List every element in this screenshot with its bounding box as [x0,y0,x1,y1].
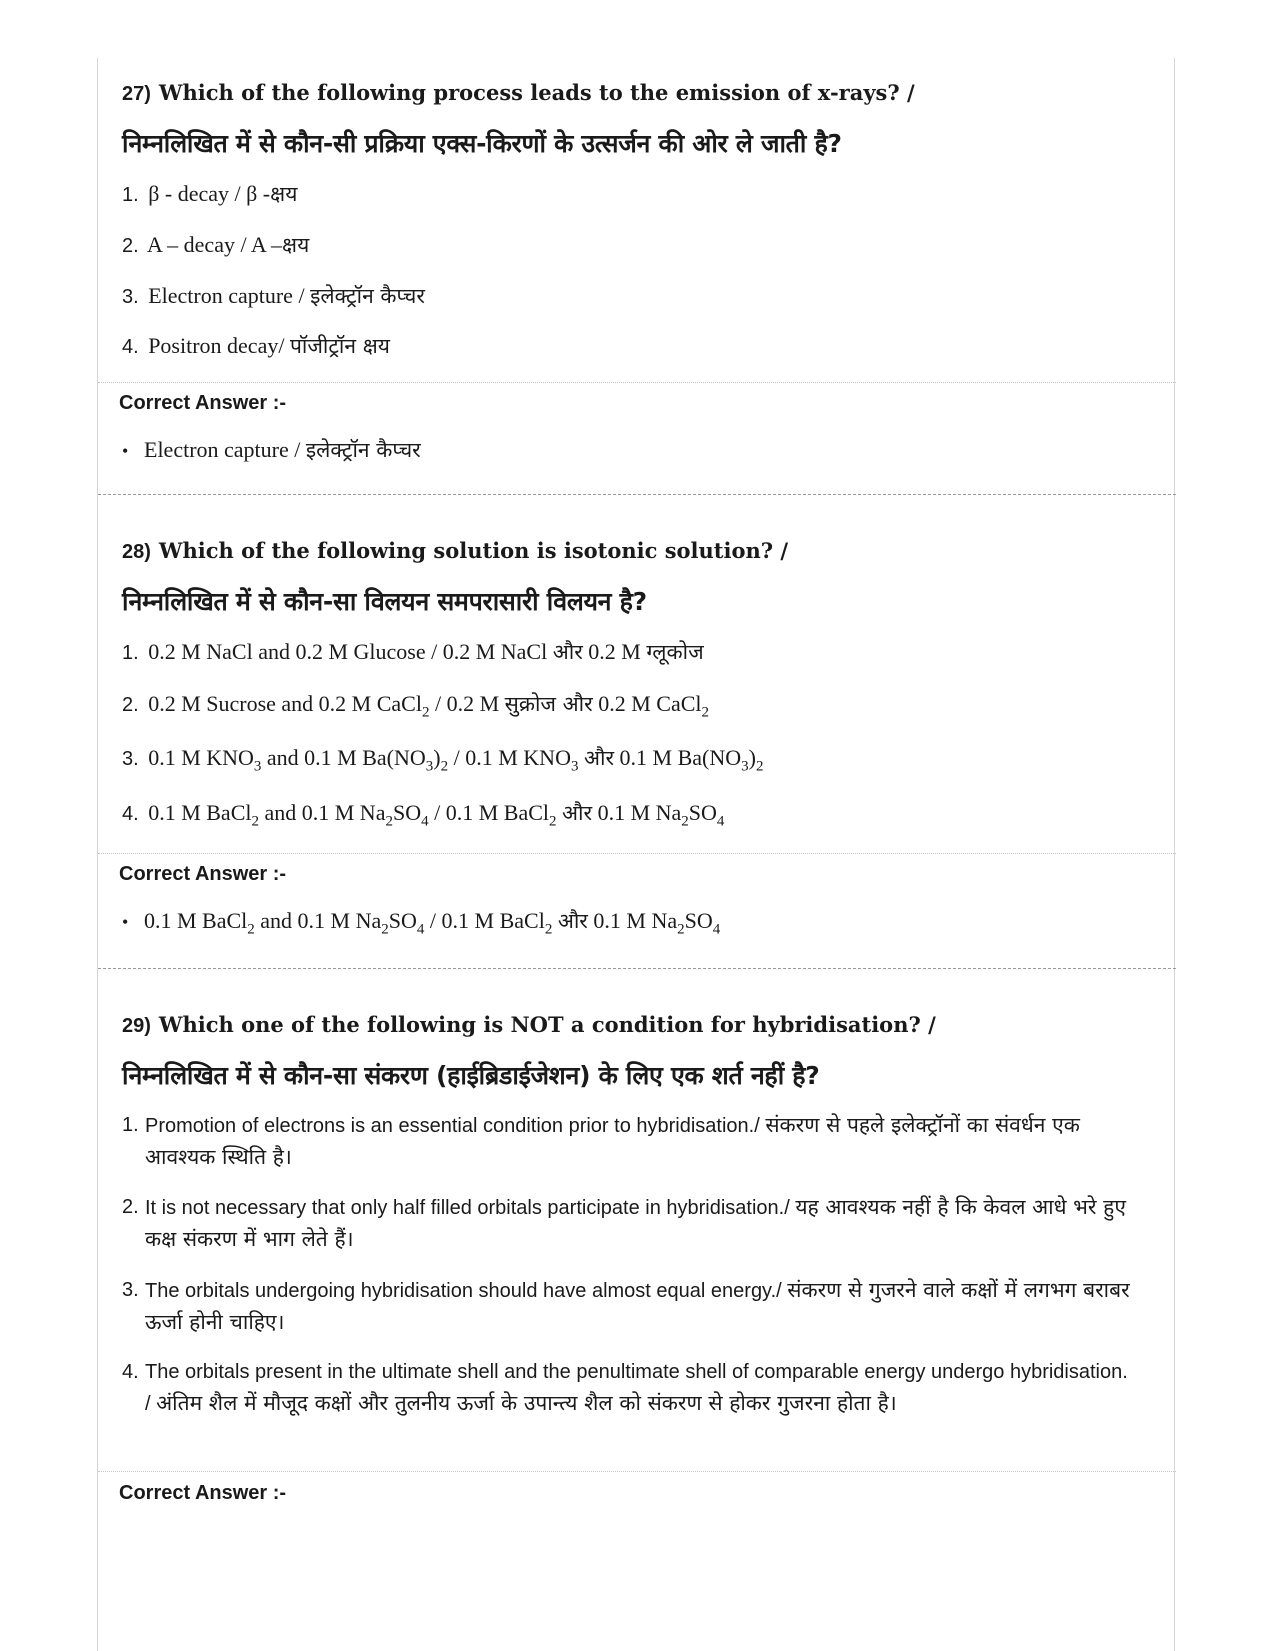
question-text-hi: निम्नलिखित में से कौन-सा विलयन समपरासारी विलयन है? [122,587,647,616]
correct-answer-label: Correct Answer :- [119,392,287,414]
option-4: 4. 0.1 M BaCl$_2$ and 0.1 M $Na_2SO_4 / 0.1$ M BaCl$_2$ और 0.1 M $Na_2SO_4$ [122,800,725,830]
question-text-hi: निम्नलिखित में से कौन-सी प्रक्रिया एक्स-किरणों के उत्सर्जन की ओर ले जाती है? [122,129,842,158]
option-3: 3. 0.1 M $KNO_3$ and 0.1 M $Ba(NO_3)_2 / 0.1$ M $KNO_3$ और 0.1 M $Ba(NO_3)_2$ [122,745,764,775]
question-title: 29) Which one of the following is NOT a condition for hybridisation? / [122,1012,936,1037]
divider [98,1471,1176,1472]
question-title: 28) Which of the following solution is isotonic solution? / [122,538,789,563]
option-3: 3. Electron capture / इलेक्ट्रॉन कैप्चर [122,283,425,308]
correct-answer-label: Correct Answer :- [119,1482,287,1504]
question-number: 27) [122,83,151,105]
option-2: 2. It is not necessary that only half filled orbitals participate in hybridisation./ यह आवश्यक नहीं है कि केवल आधे भरे हुए कक्ष संकरण में भाग लेते हैं। [122,1195,1126,1251]
question-text-hi: निम्नलिखित में से कौन-सा संकरण (हाईब्रिडाईजेशन) के लिए एक शर्त नहीं है? [122,1061,820,1090]
option-2: 2. 0.2 M Sucrose and 0.2 M CaCl$_2$ / 0.2 M सुक्रोज और 0.2 M CaCl$_2$ [122,691,710,721]
option-1: 1. 0.2 M NaCl and 0.2 M Glucose / 0.2 M NaCl और 0.2 M ग्लूकोज [122,639,704,664]
question-separator [98,494,1176,495]
question-text-en: Which of the following process leads to the emission of x-rays? / [158,80,915,105]
option-2: 2. A – decay / A –क्षय [122,232,310,257]
question-title [122,80,915,106]
option-1: 1. Promotion of electrons is an essential condition prior to hybridisation./ संकरण से पहले इलेक्ट्रॉनों का संवर्धन एक आवश्यक स्थिति है। [122,1113,1080,1169]
option-4: 4. Positron decay/ पॉजीट्रॉन क्षय [122,333,390,358]
question-separator [98,968,1176,969]
correct-answer: • 0.1 M BaCl$_2$ and 0.1 M $Na_2SO_4 / 0.1$ M BaCl$_2$ और 0.1 M $Na_2SO_4$ [122,908,721,938]
option-1: 1. β - decay / β -क्षय [122,181,298,206]
correct-answer-label: Correct Answer :- [119,863,287,885]
correct-answer: • Electron capture / इलेक्ट्रॉन कैप्चर [122,437,421,462]
page-frame [97,58,1175,1651]
option-3: 3. The orbitals undergoing hybridisation should have almost equal energy./ संकरण से गुजरने वाले कक्षों में लगभग बराबर ऊर्जा होनी चाहिए। [122,1278,1130,1334]
divider [98,853,1176,854]
divider [98,382,1176,383]
option-4: 4. The orbitals present in the ultimate shell and the penultimate shell of comparable energy undergo hybridisation. / अंतिम शैल में मौजूद कक्षों और तुलनीय ऊर्जा के उपान्त्य शैल को संकरण से होकर गुजरना होता है। [122,1361,1128,1415]
